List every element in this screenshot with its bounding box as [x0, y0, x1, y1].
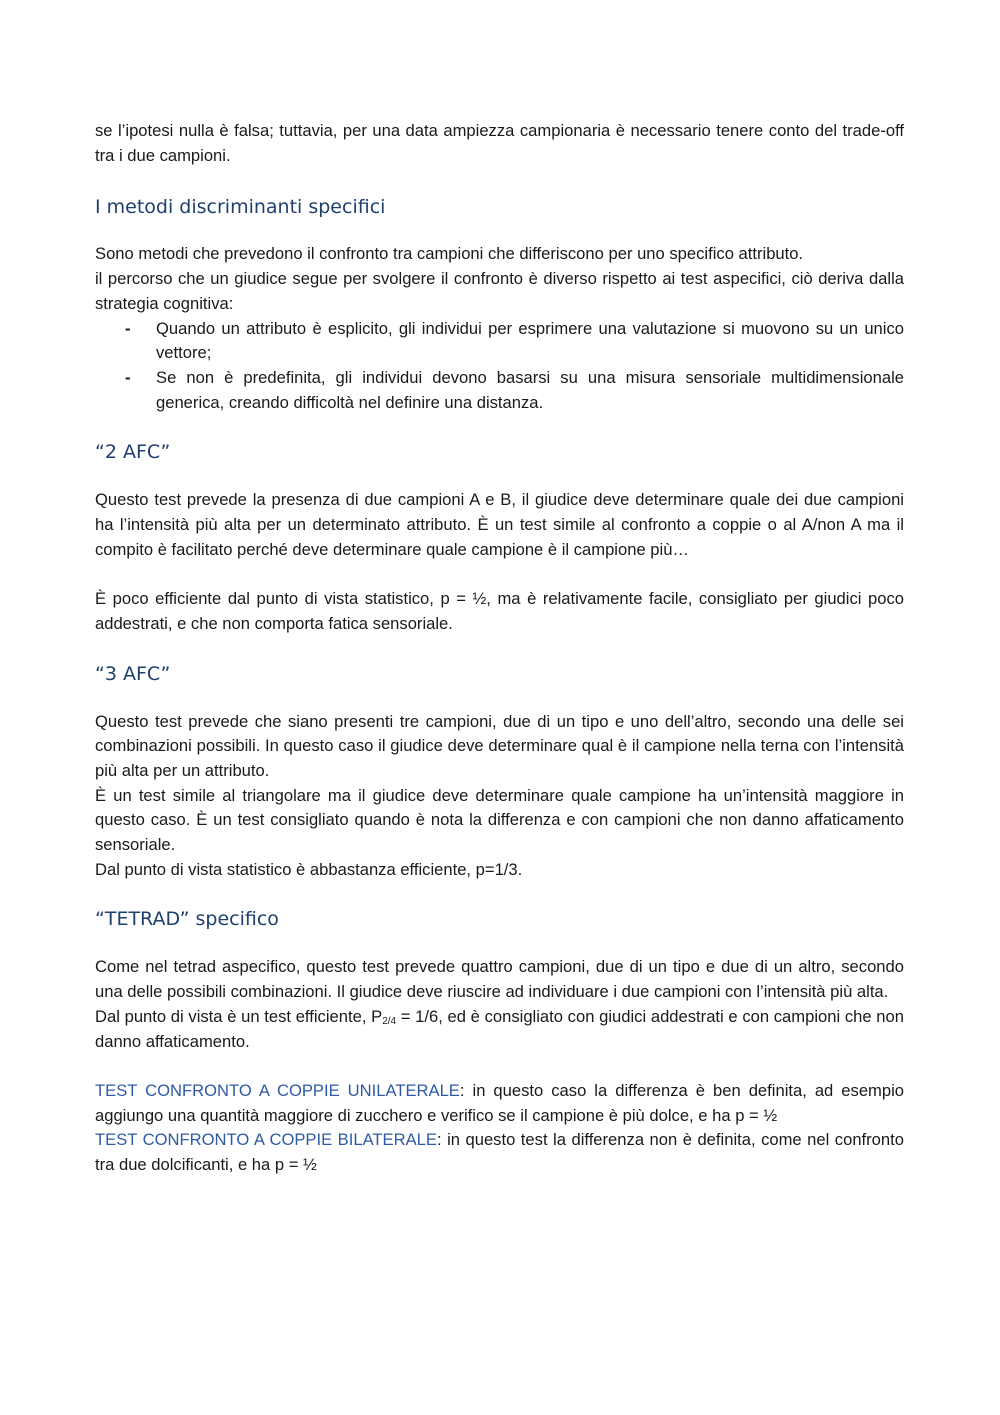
dash-bullet-marker: -	[125, 367, 131, 387]
text-run: = 1/6, ed è consigliato con giudici addestrati e con campioni che non danno affaticamento.	[95, 1006, 904, 1051]
unilateral-term: TEST CONFRONTO A COPPIE UNILATERALE	[95, 1080, 460, 1100]
list-item-text: Se non è predefinita, gli individui devono basarsi su una misura sensoriale multidimensionale generica, creando difficoltà nel definire una distanza.	[156, 367, 904, 412]
section4-paragraph-1: Come nel tetrad aspecifico, questo test prevede quattro campioni, due di un tipo e due di un altro, secondo una delle possibili combinazioni. Il giudice deve riuscire ad individuare i due campioni con l’intensità più alta.	[95, 957, 904, 1002]
section2-paragraph-2: È poco efficiente dal punto di vista statistico, p = ½, ma è relativamente facile, consigliato per giudici poco addestrati, e che non comporta fatica sensoriale.	[95, 589, 904, 633]
section4-paragraph-2	[95, 1005, 904, 1054]
section-heading-2afc: “2 AFC”	[95, 441, 171, 464]
bilateral-term: TEST CONFRONTO A COPPIE BILATERALE	[95, 1130, 437, 1150]
dash-bullet-marker: -	[125, 318, 131, 338]
list-item	[125, 366, 904, 415]
intro-paragraph: se l’ipotesi nulla è falsa; tuttavia, per una data ampiezza campionaria è necessario tenere conto del trade-off tra i due campioni.	[95, 121, 904, 165]
list-item	[125, 317, 904, 366]
text-run: Dal punto di vista è un test efficiente, P	[95, 1006, 383, 1026]
section3-paragraph-1: Questo test prevede che siano presenti tre campioni, due di un tipo e uno dell’altro, secondo una delle sei combinazioni possibili. In questo caso il giudice deve determinare qual è il campione nella terna con l’intensità più alta per un attributo.	[95, 711, 904, 780]
section1-bullet-list	[95, 317, 904, 416]
document-page	[95, 119, 904, 1178]
section-heading-metodi-specifici: I metodi discriminanti specifici	[95, 196, 386, 219]
paragraph-spacer	[95, 562, 904, 587]
unilateral-description: : in questo caso la differenza è ben definita, ad esempio aggiungo una quantità maggiore di zucchero e verifico se il campione è più dolce, e ha p = ½	[95, 1080, 905, 1125]
section-heading-3afc: “3 AFC”	[95, 662, 171, 685]
unilateral-paragraph	[95, 1079, 904, 1128]
bilateral-paragraph	[95, 1128, 904, 1177]
section1-paragraph-2: il percorso che un giudice segue per svolgere il confronto è diverso rispetto ai test aspecifici, ciò deriva dalla strategia cognitiva:	[95, 269, 904, 313]
section3-paragraph-2: È un test simile al triangolare ma il giudice deve determinare quale campione ha un’intensità maggiore in questo caso. È un test consigliato quando è nota la differenza e con campioni che non danno affaticamento sensoriale.	[95, 785, 904, 855]
section1-paragraph-1: Sono metodi che prevedono il confronto tra campioni che differiscono per uno specifico attributo.	[95, 244, 804, 264]
section2-paragraph-1: Questo test prevede la presenza di due campioni A e B, il giudice deve determinare quale dei due campioni ha l’intensità più alta per un determinato attributo. È un test simile al confronto a coppie o al A/non A ma il compito è facilitato perché deve determinare quale campione è il campione più…	[95, 490, 904, 559]
list-item-text: Quando un attributo è esplicito, gli individui per esprimere una valutazione si muovono su un unico vettore;	[156, 318, 904, 363]
section-heading-tetrad: “TETRAD” specifico	[95, 908, 279, 931]
subscript: 2/4	[382, 1015, 397, 1027]
paragraph-spacer	[95, 1054, 904, 1079]
section3-paragraph-3: Dal punto di vista statistico è abbastanza efficiente, p=1/3.	[95, 859, 523, 879]
bilateral-description: : in questo test la differenza non è definita, come nel confronto tra due dolcificanti, e ha p = ½	[95, 1130, 904, 1175]
